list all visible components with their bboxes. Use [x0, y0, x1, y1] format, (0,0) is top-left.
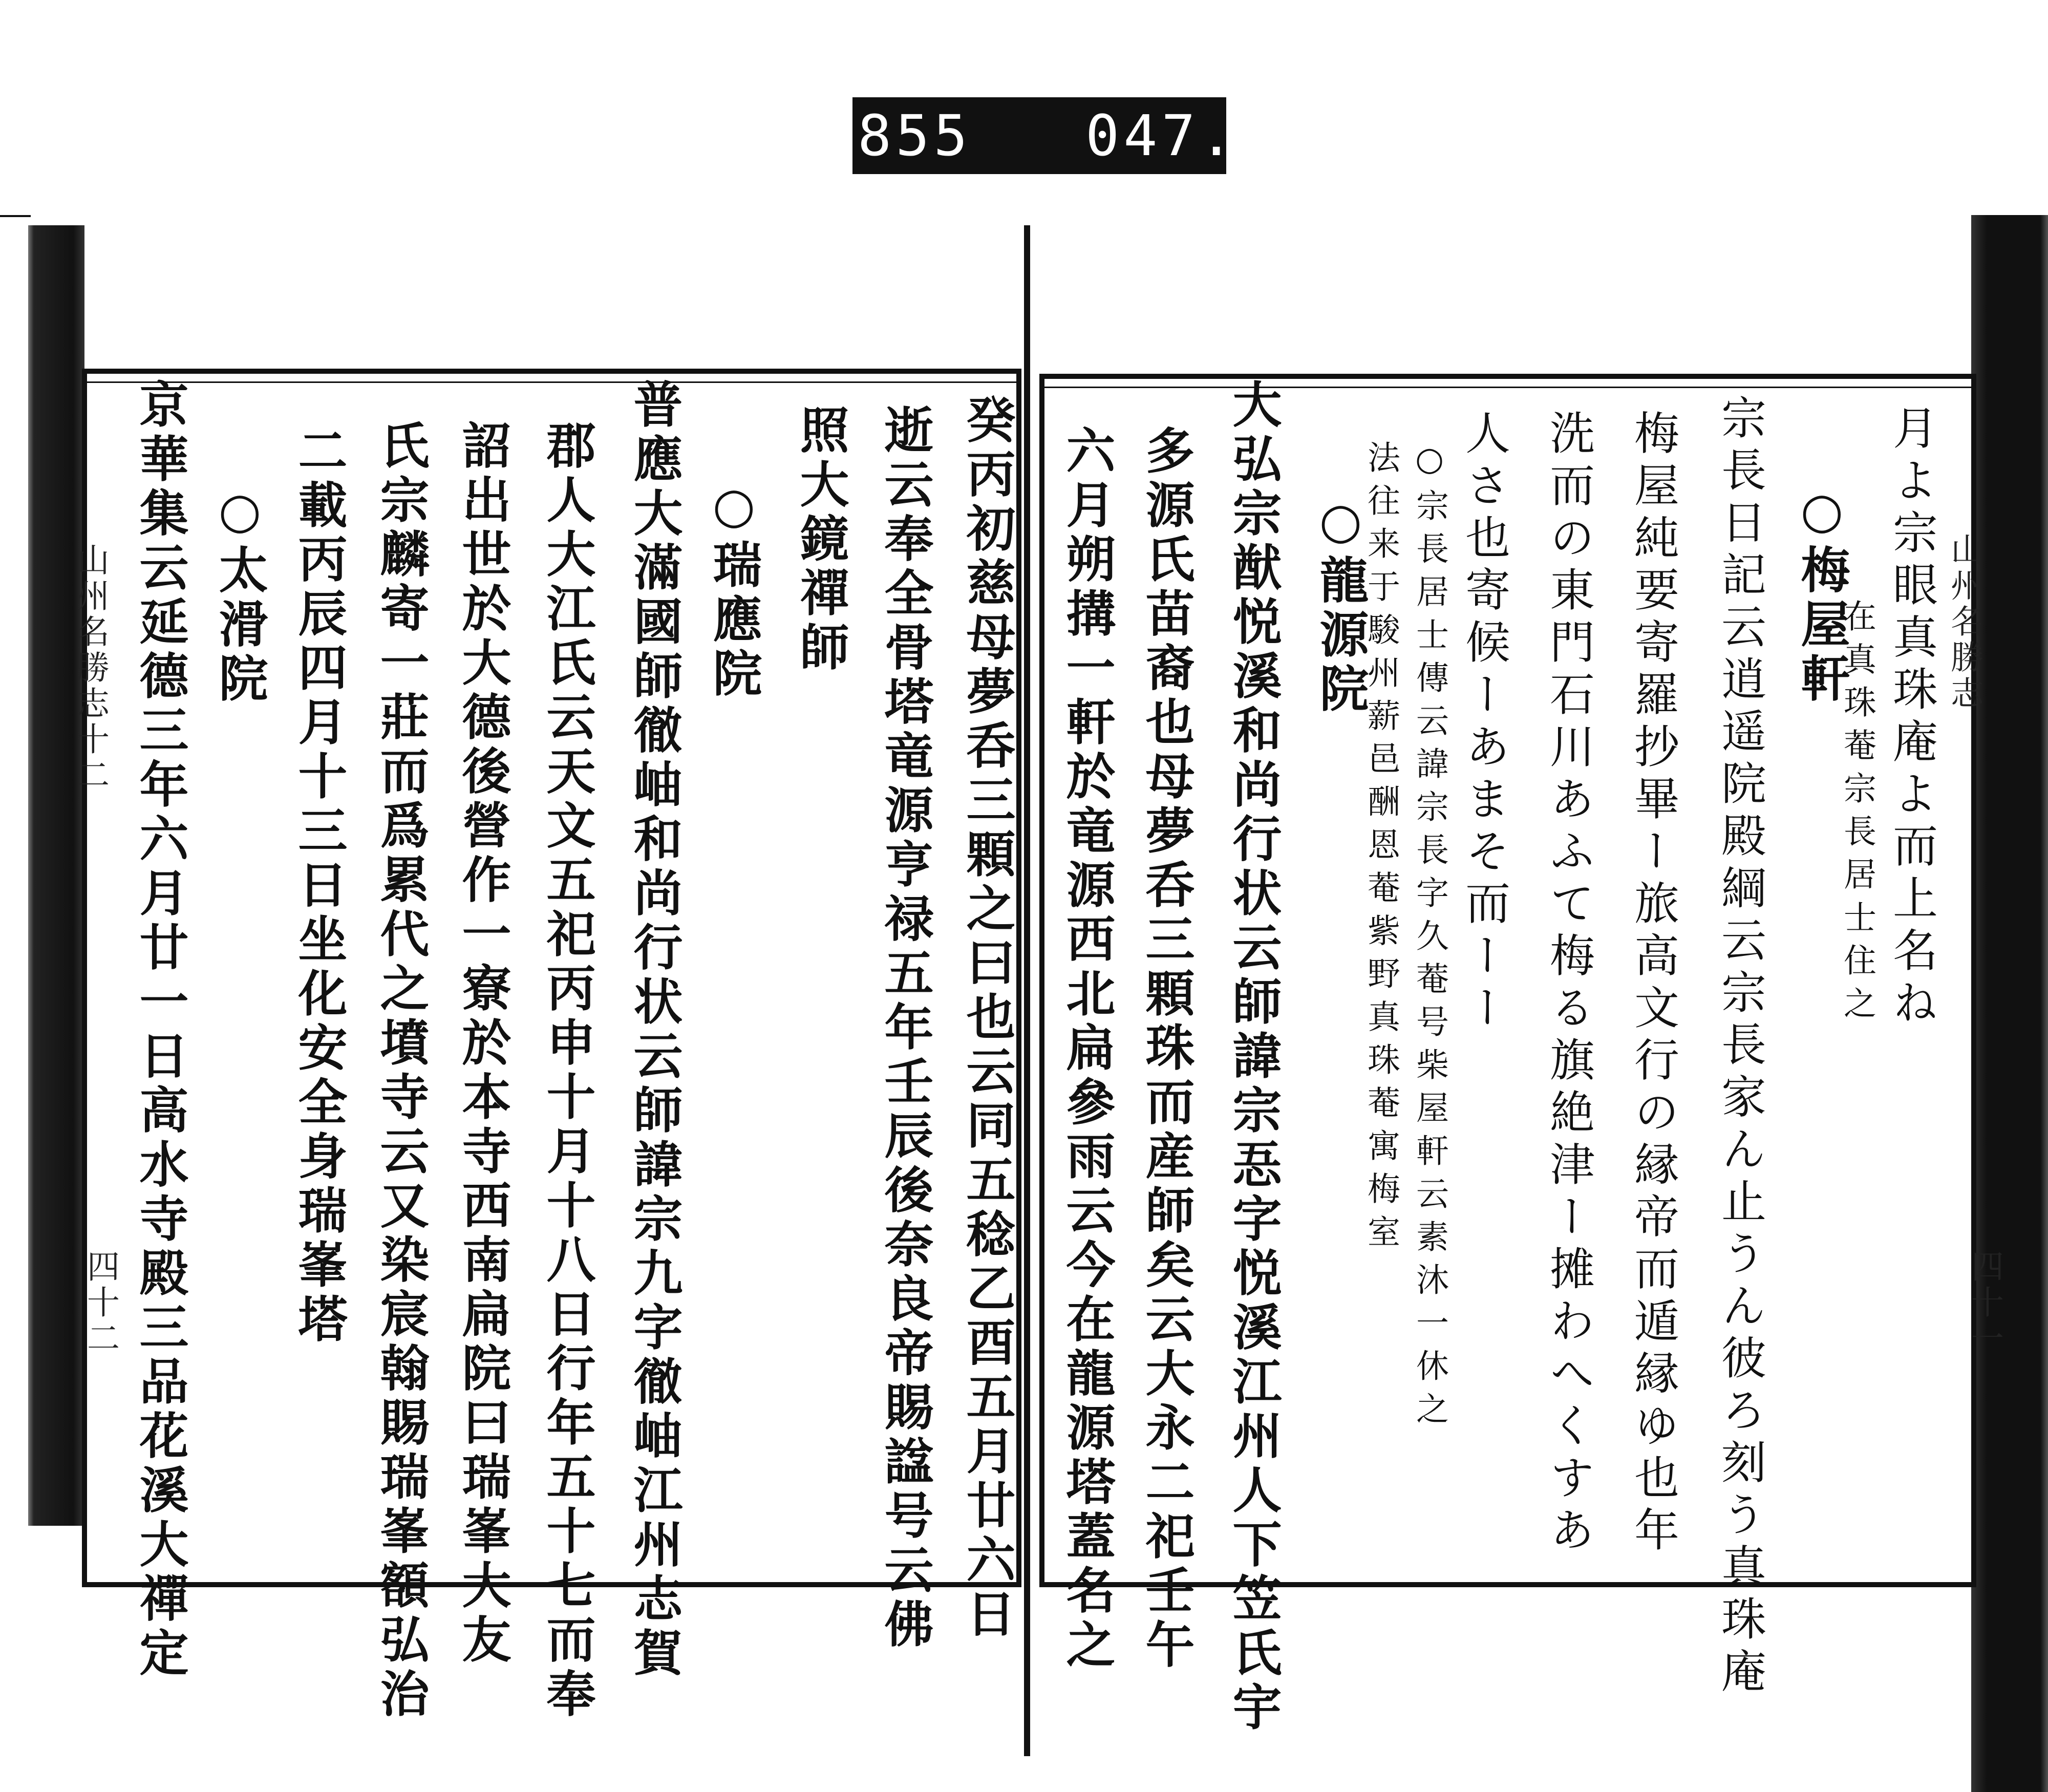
- book-spine: [1024, 225, 1030, 1756]
- edge-rule: [0, 215, 31, 217]
- left-column-3: 照大鏡禪師: [792, 404, 850, 676]
- right-column-8: ○龍源院: [1312, 492, 1370, 717]
- right-column-12: 多源氏苗裔也母夢呑三顆珠而産師矣云大永二祀壬午: [1138, 425, 1196, 1673]
- left-column-4: ○瑞應院: [705, 476, 763, 702]
- right-column-2: ○梅屋軒: [1793, 481, 1851, 707]
- right-column-4: 宗長日記云逍遥院殿綱云宗長家ん止うん彼ろ刻う真珠庵: [1714, 394, 1767, 1700]
- left-column-10: ○太滑院: [211, 481, 269, 707]
- left-page-margin-number: 四十二: [81, 1249, 119, 1357]
- left-page-inner-rule: [82, 381, 1021, 383]
- right-column-11: 大弘宗猷悦溪和尚行状云師諱宗忢字悦溪江州人下笠氏宇: [1225, 379, 1283, 1736]
- right-column-10: 法往来于駿州薪邑酬恩菴紫野真珠菴寓梅室: [1362, 440, 1400, 1257]
- catalog-number-right: 047.: [1085, 103, 1238, 168]
- right-page-margin-number: 四十一: [1966, 1249, 2003, 1357]
- left-column-7: 詔出世於大德後營作一寮於本寺西南扁院曰瑞峯大友: [454, 420, 512, 1668]
- book-edge-left: [28, 225, 84, 1526]
- left-column-8: 氏宗麟寄一莊而爲累代之墳寺云又染宸翰賜瑞峯額弘治: [372, 420, 430, 1722]
- left-column-2: 逝云奉全骨塔竜源亨禄五年壬辰後奈良帝賜諡号云佛: [877, 404, 934, 1653]
- right-column-7: 人さ也寄候ーあまそ而ーー: [1458, 410, 1511, 1036]
- right-column-5: 梅屋純要寄羅抄畢ー旅高文行の縁帝而遁縁ゆ也年: [1627, 410, 1680, 1559]
- right-column-13: 六月朔搆一軒於竜源西北扁參雨云今在龍源塔蓋名之: [1058, 425, 1116, 1673]
- right-page-inner-rule: [1039, 387, 1976, 388]
- right-page-margin-title: 山州名勝志: [1945, 532, 1983, 712]
- left-column-9: 二載丙辰四月十三日坐化安全身瑞峯塔: [290, 425, 348, 1348]
- right-column-1: 月よ宗眼真珠庵よ而上名ね: [1886, 404, 1938, 1031]
- right-column-6: 洗而の東門石川あふて梅る旗絶津ー摊わへくすあ: [1543, 410, 1595, 1559]
- left-page-margin-title: 山州名勝志十二: [71, 543, 109, 794]
- right-column-3: 在真珠菴宗長居士住之: [1838, 599, 1876, 1029]
- book-edge-right: [1971, 215, 2048, 1792]
- left-column-1: 癸丙初慈母夢呑三顆之曰也云同五稔乙酉五月廿六日: [958, 394, 1016, 1642]
- left-column-5: 普應大滿國師徹岫和尚行状云師諱宗九字徹岫江州志賀: [626, 379, 684, 1681]
- catalog-number-stamp: [852, 97, 1238, 174]
- right-column-9: ○宗長居士傳云諱宗長字久菴号柴屋軒云素沐一休之: [1411, 440, 1448, 1435]
- left-column-11: 京華集云延德三年六月廿一日高水寺殿三品花溪大禪定: [132, 379, 189, 1681]
- catalog-number-left: 855: [858, 103, 972, 168]
- left-column-6: 郡人大江氏云天文五祀丙申十月十八日行年五十七而奉: [539, 420, 596, 1722]
